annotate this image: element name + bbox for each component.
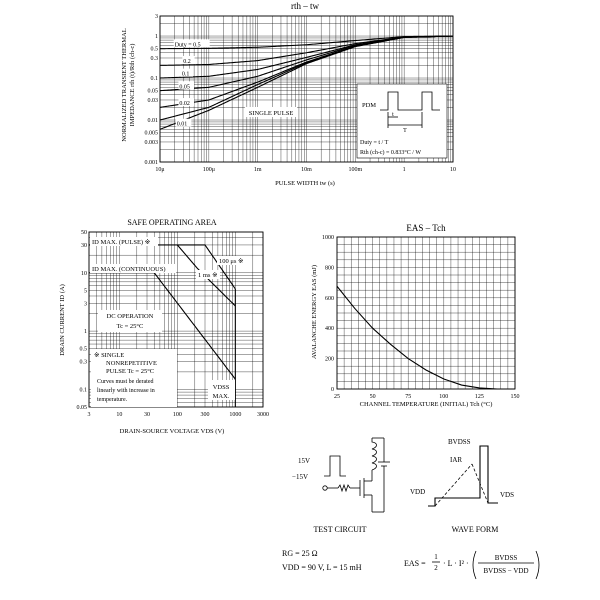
soa-xtick-5: 1000 bbox=[229, 412, 242, 418]
soa-note-line4: Curves must be derated bbox=[97, 379, 154, 385]
eas-ytick-0: 0 bbox=[331, 387, 334, 393]
soa-note-line2: NONREPETITIVE bbox=[106, 360, 157, 367]
thermal-curve-label-0: Duty = 0.5 bbox=[174, 42, 201, 49]
eq-eas-mid: · L · I² · bbox=[443, 559, 469, 568]
soa-ytick-9: 50 bbox=[81, 230, 87, 236]
eq-frac-num: BVDSS bbox=[494, 554, 518, 562]
pulse-inset bbox=[357, 84, 447, 158]
eq-rg: RG = 25 Ω bbox=[282, 549, 318, 558]
thermal-ytick-10: 3 bbox=[155, 14, 158, 20]
thermal-xtick-3: 10m bbox=[301, 167, 312, 173]
thermal-single-pulse-label: SINGLE PULSE bbox=[248, 110, 294, 117]
gate-source-terminal bbox=[323, 486, 327, 490]
soa-xtick-3: 100 bbox=[172, 412, 182, 418]
thermal-xtick-0: 10μ bbox=[155, 167, 165, 173]
circuit-15v: 15V bbox=[298, 457, 311, 465]
soa-xtick-4: 300 bbox=[200, 412, 210, 418]
soa-note-line3: PULSE Tc = 25°C bbox=[106, 368, 155, 375]
wave-iar-ramp bbox=[435, 464, 472, 506]
soa-ytick-0: 0.05 bbox=[76, 405, 87, 411]
soa-dc-line2: Tc = 25°C bbox=[116, 323, 144, 330]
soa-pulse-label: ID MAX. (PULSE) ※ bbox=[92, 239, 151, 246]
soa-ytick-2: 0.3 bbox=[79, 359, 87, 366]
soa-xlabel: DRAIN-SOURCE VOLTAGE VDS (V) bbox=[119, 428, 225, 435]
thermal-impedance-chart bbox=[121, 1, 456, 187]
soa-ytick-8: 30 bbox=[81, 242, 87, 249]
thermal-curve-label-5: 0.01 bbox=[176, 121, 188, 128]
soa-ylabel: DRAIN CURRENT ID (A) bbox=[59, 284, 66, 356]
eq-right-paren bbox=[536, 551, 539, 579]
soa-title: SAFE OPERATING AREA bbox=[127, 218, 217, 227]
eq-frac-den: BVDSS − VDD bbox=[483, 567, 529, 575]
soa-xtick-2: 30 bbox=[144, 412, 150, 418]
eas-curves bbox=[337, 286, 515, 389]
pulse-rth-equation: Rth (ch-c) = 0.833°C / W bbox=[360, 150, 421, 156]
wave-vdd: VDD bbox=[410, 488, 426, 496]
soa-series-2 bbox=[177, 245, 235, 289]
thermal-xlabel: PULSE WIDTH tw (s) bbox=[275, 180, 335, 187]
thermal-xtick-2: 1m bbox=[253, 167, 262, 173]
thermal-xtick-4: 100m bbox=[348, 167, 363, 173]
inductor bbox=[372, 438, 377, 470]
soa-100us-label: 100 μs ※ bbox=[219, 258, 244, 265]
thermal-ytick-3: 0.01 bbox=[147, 118, 158, 125]
thermal-xtick-5: 1 bbox=[402, 167, 406, 173]
thermal-curve-label-1: 0.2 bbox=[183, 58, 191, 65]
circuit-minus15v: −15V bbox=[292, 473, 309, 481]
soa-ytick-5: 3 bbox=[84, 301, 87, 308]
soa-dc-line1: DC OPERATION bbox=[106, 313, 154, 320]
thermal-ytick-2: 0.005 bbox=[144, 130, 158, 137]
wave-vds: VDS bbox=[500, 491, 515, 499]
wave-iar: IAR bbox=[450, 456, 463, 464]
eas-xlabel: CHANNEL TEMPERATURE (INITIAL) Tch (°C) bbox=[359, 401, 493, 408]
eq-vdd-l: VDD = 90 V, L = 15 mH bbox=[282, 563, 362, 572]
gate-pulse bbox=[324, 456, 346, 476]
pulse-inset-box bbox=[357, 84, 447, 158]
eas-xtick-2: 75 bbox=[405, 394, 412, 400]
soa-ytick-1: 0.1 bbox=[79, 387, 87, 394]
thermal-xtick-1: 100μ bbox=[202, 167, 215, 173]
eas-xtick-3: 100 bbox=[439, 394, 449, 400]
soa-xtick-6: 3000 bbox=[257, 412, 269, 418]
eas-grid bbox=[337, 237, 515, 389]
soa-note-line5: linearly with increase in bbox=[97, 388, 155, 394]
thermal-ytick-7: 0.3 bbox=[150, 55, 158, 62]
soa-cont-label: ID MAX. (CONTINUOUS) bbox=[92, 266, 166, 273]
soa-ytick-4: 1 bbox=[84, 329, 87, 336]
soa-xtick-1: 10 bbox=[116, 412, 123, 418]
soa-ytick-7: 10 bbox=[81, 270, 87, 277]
eq-half-num: 1 bbox=[434, 553, 438, 561]
wave-form-label: WAVE FORM bbox=[451, 525, 499, 534]
eas-ytick-2: 400 bbox=[325, 326, 334, 333]
eas-xtick-5: 150 bbox=[510, 394, 520, 400]
thermal-ytick-5: 0.05 bbox=[147, 88, 158, 95]
eas-ytick-1: 200 bbox=[325, 356, 334, 363]
soa-ytick-6: 5 bbox=[84, 288, 87, 295]
soa-note-line1: ※ SINGLE bbox=[94, 352, 125, 359]
thermal-curve-label-2: 0.1 bbox=[181, 71, 190, 78]
thermal-ylabel-line1: NORMALIZED TRANSIENT THERMAL bbox=[121, 28, 128, 142]
eas-series-0 bbox=[337, 286, 515, 389]
thermal-title: rth – tw bbox=[291, 1, 319, 11]
pulse-T-label: T bbox=[403, 128, 407, 134]
test-circuit bbox=[292, 438, 390, 534]
pulse-duty-equation: Duty = t / T bbox=[360, 140, 389, 146]
thermal-curve-label-4: 0.02 bbox=[179, 101, 190, 108]
eas-xtick-4: 125 bbox=[474, 394, 484, 400]
wave-form bbox=[410, 438, 514, 534]
thermal-curve-label-3: 0.05 bbox=[179, 84, 190, 91]
eas-ytick-4: 800 bbox=[325, 265, 334, 272]
eas-ylabel: AVALANCHE ENERGY EAS (mJ) bbox=[311, 265, 318, 359]
soa-1ms-label: 1 ms ※ bbox=[198, 272, 218, 279]
thermal-xtick-6: 10 bbox=[450, 167, 456, 173]
thermal-ytick-1: 0.003 bbox=[144, 139, 158, 146]
thermal-ytick-9: 1 bbox=[155, 34, 158, 41]
soa-vdss-line1: VDSS bbox=[212, 384, 230, 391]
pulse-inset-pdm: PDM bbox=[362, 102, 377, 109]
eas-xtick-0: 25 bbox=[334, 394, 340, 400]
test-circuit-label: TEST CIRCUIT bbox=[313, 525, 367, 534]
soa-vdss-line2: MAX. bbox=[212, 393, 230, 400]
eq-half-den: 2 bbox=[434, 564, 438, 572]
thermal-ylabel-line2: IMPEDANCE rth (t)/Rth (ch-c) bbox=[129, 43, 136, 127]
avalanche-energy-chart bbox=[311, 223, 520, 408]
soa-xtick-0: 3 bbox=[87, 412, 91, 418]
eas-ytick-3: 600 bbox=[325, 295, 334, 302]
gate-resistor bbox=[338, 485, 350, 491]
thermal-ytick-6: 0.1 bbox=[150, 76, 158, 83]
thermal-ytick-4: 0.03 bbox=[147, 97, 158, 104]
eas-ytick-5: 1000 bbox=[322, 235, 334, 241]
equations bbox=[282, 549, 539, 579]
eas-xtick-1: 50 bbox=[369, 394, 376, 400]
soa-note-line6: temperature. bbox=[97, 397, 128, 403]
eq-eas-lhs: EAS = bbox=[404, 559, 426, 568]
eq-left-paren bbox=[473, 551, 476, 579]
pulse-t-label: t bbox=[392, 112, 394, 118]
thermal-ytick-8: 0.5 bbox=[150, 46, 158, 53]
safe-operating-area-chart bbox=[59, 218, 269, 435]
eas-title: EAS – Tch bbox=[406, 223, 446, 233]
soa-ytick-3: 0.5 bbox=[79, 346, 87, 353]
thermal-ytick-0: 0.001 bbox=[144, 160, 158, 166]
wave-vds-trace bbox=[428, 446, 498, 506]
wave-bvdss: BVDSS bbox=[448, 438, 471, 446]
